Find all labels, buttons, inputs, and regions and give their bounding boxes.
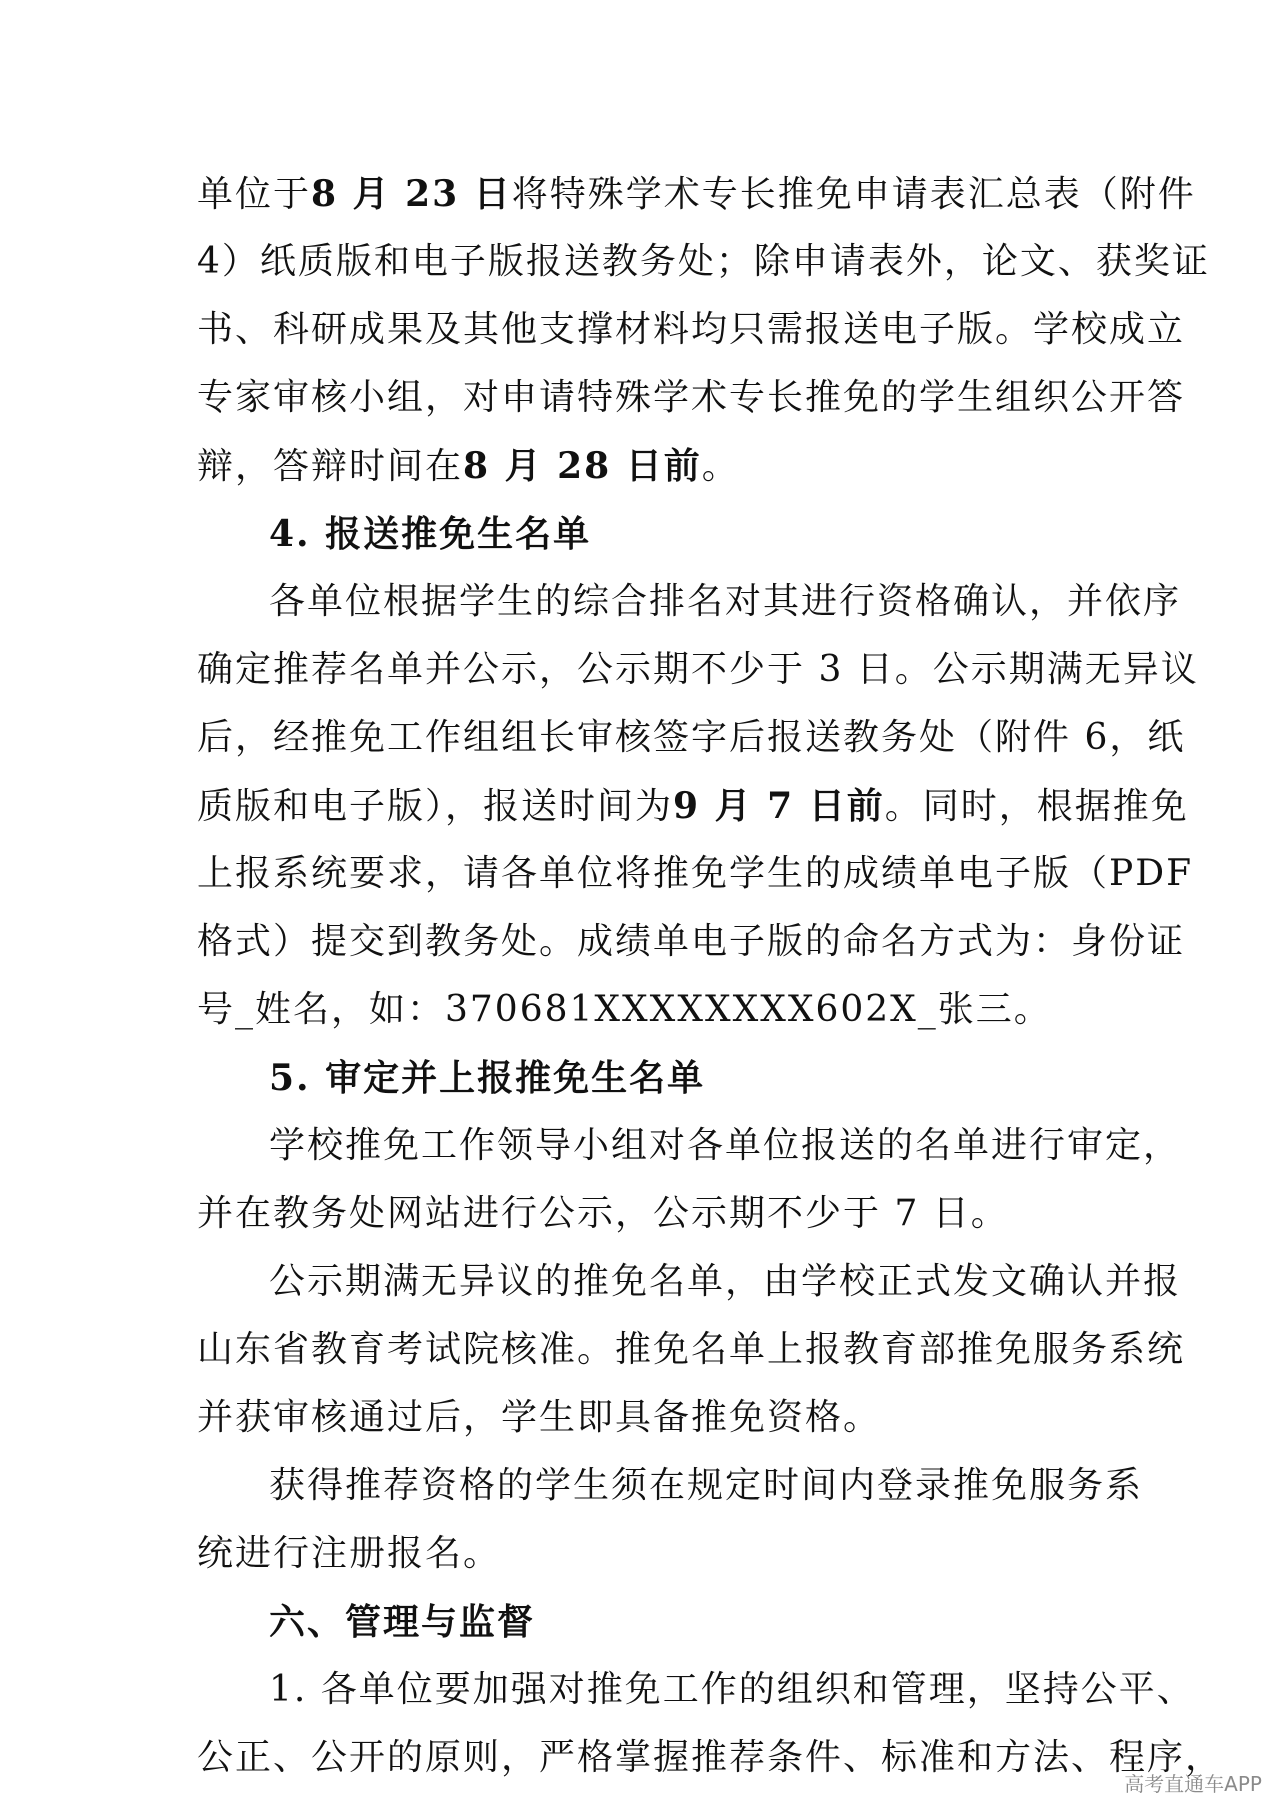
paragraph-line: 统进行注册报名。	[197, 1533, 502, 1574]
date-emphasis: 9 月 7 日前	[673, 785, 885, 827]
date-emphasis: 8 月 28 日前	[463, 445, 702, 487]
paragraph-line: 学校推免工作领导小组对各单位报送的名单进行审定，	[269, 1125, 1182, 1166]
paragraph-line: 并在教务处网站进行公示，公示期不少于 7 日。	[197, 1193, 1009, 1234]
paragraph-line: 号_姓名，如：370681XXXXXXXX602X_张三。	[197, 989, 1052, 1030]
section-heading: 5. 审定并上报推免生名单	[269, 1057, 706, 1099]
paragraph-line: 各单位根据学生的综合排名对其进行资格确认，并依序	[269, 581, 1182, 622]
paragraph-line: 后，经推免工作组组长审核签字后报送教务处（附件 6，纸	[197, 717, 1186, 758]
paragraph-line: 书、科研成果及其他支撑材料均只需报送电子版。学校成立	[197, 309, 1186, 350]
paragraph-line	[197, 432, 1097, 500]
section-heading: 4. 报送推免生名单	[269, 513, 592, 555]
paragraph-line: 公示期满无异议的推免名单，由学校正式发文确认并报	[269, 1261, 1182, 1302]
paragraph-line: 公正、公开的原则，严格掌握推荐条件、标准和方法、程序，	[197, 1737, 1224, 1778]
paragraph-line: 格式）提交到教务处。成绩单电子版的命名方式为：身份证	[197, 921, 1186, 962]
watermark: 高考直通车APP	[1124, 1772, 1262, 1796]
paragraph-line	[197, 160, 1196, 228]
text-run: 单位于	[197, 174, 312, 215]
text-run: 。同时，根据推免	[884, 786, 1189, 827]
paragraph-line: 山东省教育考试院核准。推免名单上报教育部推免服务系统	[197, 1329, 1186, 1370]
paragraph-line: 上报系统要求，请各单位将推免学生的成绩单电子版（PDF	[197, 853, 1194, 894]
text-run: 辩，答辩时间在	[197, 446, 464, 487]
paragraph-line: 并获审核通过后，学生即具备推免资格。	[197, 1397, 882, 1438]
section-heading: 六、管理与监督	[269, 1601, 536, 1643]
paragraph-line: 1. 各单位要加强对推免工作的组织和管理，坚持公平、	[269, 1669, 1195, 1710]
paragraph-line	[197, 772, 1189, 840]
text-run: 质版和电子版），报送时间为	[197, 786, 674, 827]
text-run: 。	[701, 446, 740, 487]
paragraph-line: 4）纸质版和电子版报送教务处；除申请表外，论文、获奖证	[197, 241, 1210, 282]
text-run: 将特殊学术专长推免申请表汇总表（附件	[511, 174, 1196, 215]
date-emphasis: 8 月 23 日	[311, 173, 512, 215]
paragraph-line: 专家审核小组，对申请特殊学术专长推免的学生组织公开答	[197, 377, 1186, 418]
paragraph-line: 获得推荐资格的学生须在规定时间内登录推免服务系	[269, 1465, 1144, 1506]
paragraph-line: 确定推荐名单并公示，公示期不少于 3 日。公示期满无异议	[197, 649, 1199, 690]
